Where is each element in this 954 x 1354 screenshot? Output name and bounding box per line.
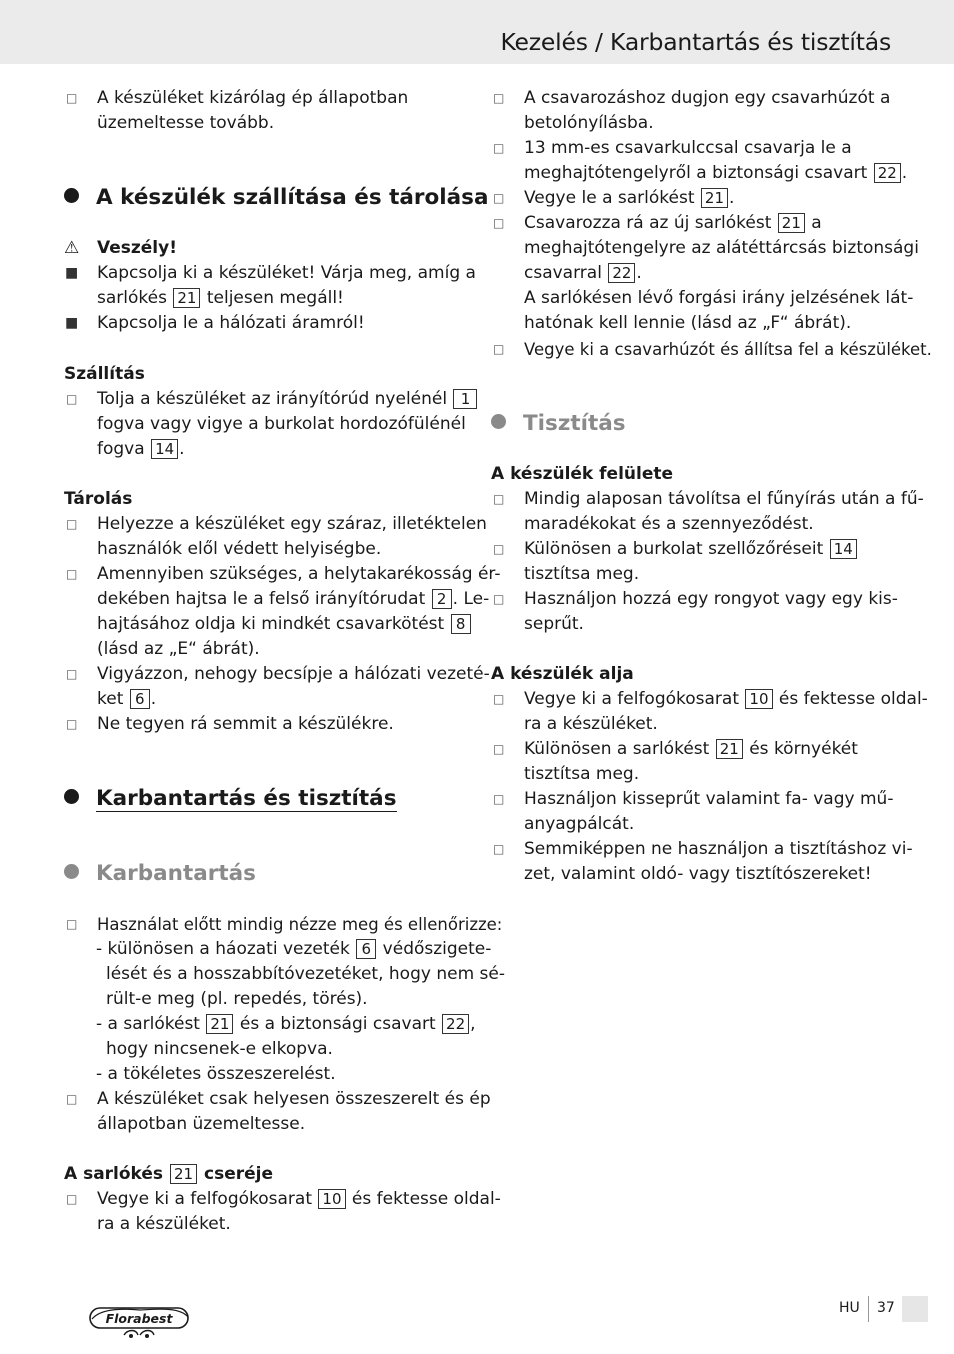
page-header	[0, 0, 954, 64]
ref-number: 10	[745, 689, 772, 709]
square-bullet-icon: □	[493, 792, 505, 806]
replacement-text: ra a készüléket.	[97, 1214, 231, 1234]
square-bullet-icon: □	[493, 91, 505, 105]
square-bullet-icon: □	[66, 917, 78, 931]
maintenance-text: lését és a hosszabbítóvezetéket, hogy nem sé-	[106, 964, 505, 984]
ref-number: 21	[206, 1014, 233, 1034]
square-bullet-icon: □	[493, 191, 505, 205]
storage-text: használók elől védett helyiségbe.	[97, 539, 382, 559]
danger-text: sarlókés 21 teljesen megáll!	[97, 288, 344, 308]
ref-number: 14	[151, 439, 178, 459]
florabest-logo-icon	[88, 1305, 192, 1343]
ref-number: 21	[778, 213, 805, 233]
cleaning-text: Különösen a burkolat szellőzőréseit 14	[524, 537, 858, 562]
cleaning-text: ra a készüléket.	[524, 714, 658, 734]
page-number: 37	[877, 1300, 895, 1316]
transport-text: Tolja a készüléket az irányítórúd nyelénél 1	[97, 387, 478, 412]
heading-bullet-icon	[491, 414, 506, 429]
svg-text:Florabest: Florabest	[105, 1311, 173, 1326]
storage-text: dekében hajtsa le a felső irányítórudat 2 . Le-	[97, 589, 490, 609]
ref-number: 10	[318, 1189, 345, 1209]
maintenance-text: rült-e meg (pl. repedés, törés).	[106, 989, 368, 1009]
intro-line: üzemeltesse tovább.	[97, 113, 275, 133]
cleaning-text: anyagpálcát.	[524, 814, 635, 834]
section-heading-maintenance-cleaning: Karbantartás és tisztítás	[64, 784, 397, 814]
replacement-text: meghajtótengelyről a biztonsági csavart 22 .	[524, 163, 908, 183]
ref-number: 1	[453, 389, 477, 409]
cleaning-text: seprűt.	[524, 614, 584, 634]
ref-number: 22	[442, 1014, 469, 1034]
replacement-text: Csavarozza rá az új sarlókést 21 a	[524, 213, 822, 233]
storage-text: (lásd az „E“ ábrát).	[97, 639, 260, 659]
replacement-text: A csavarozáshoz dugjon egy csavarhúzót a	[524, 88, 891, 108]
storage-text: Ne tegyen rá semmit a készülékre.	[97, 714, 394, 734]
square-bullet-icon: □	[493, 141, 505, 155]
square-bullet-icon: □	[493, 592, 505, 606]
ref-number: 21	[701, 188, 728, 208]
cleaning-text: tisztítsa meg.	[524, 564, 640, 584]
square-bullet-icon: □	[66, 1192, 78, 1206]
ref-number: 22	[874, 163, 901, 183]
replacement-text: hatónak kell lennie (lásd az „F“ ábrát).	[524, 313, 852, 333]
subheading-surface: A készülék felülete	[491, 464, 674, 484]
square-bullet-icon: □	[493, 492, 505, 506]
replacement-text: csavarral 22 .	[524, 263, 642, 283]
cleaning-text: zet, valamint oldó- vagy tisztítószereket!	[524, 864, 872, 884]
brand-logo	[88, 1305, 192, 1348]
square-bullet-icon: □	[66, 392, 78, 406]
danger-text: Kapcsolja le a hálózati áramról!	[97, 313, 365, 333]
square-bullet-icon: □	[66, 1092, 78, 1106]
maintenance-text: hogy nincsenek-e elkopva.	[106, 1039, 333, 1059]
square-bullet-icon: □	[66, 517, 78, 531]
danger-text: Kapcsolja ki a készüléket! Várja meg, amíg a	[97, 263, 476, 283]
ref-number: 21	[173, 288, 200, 308]
cleaning-text: Mindig alaposan távolítsa el fűnyírás után a fű-	[524, 489, 924, 509]
square-bullet-icon: □	[66, 667, 78, 681]
warning-triangle-icon: ⚠	[64, 238, 80, 258]
cleaning-text: maradékokat és a szennyeződést.	[524, 514, 814, 534]
transport-text: fogva vagy vigye a burkolat hordozófülénél	[97, 414, 466, 434]
cleaning-text: Használjon kisseprűt valamint fa- vagy mű-	[524, 789, 894, 809]
section-heading-maintenance: Karbantartás	[64, 859, 256, 889]
section-heading-transport: A készülék szállítása és tárolása	[64, 183, 489, 213]
storage-text: Helyezze a készüléket egy száraz, illetéktelen	[97, 514, 487, 534]
square-bullet-icon: □	[66, 717, 78, 731]
square-bullet-icon: □	[493, 692, 505, 706]
subheading-storage: Tárolás	[64, 489, 133, 509]
square-bullet-icon: □	[66, 91, 78, 105]
replacement-text: 13 mm-es csavarkulccsal csavarja le a	[524, 138, 852, 158]
maintenance-text: - a tökéletes összeszerelést.	[96, 1064, 336, 1084]
maintenance-text: Használat előtt mindig nézze meg és ellenőrizze:	[97, 915, 503, 934]
square-bullet-icon: □	[493, 742, 505, 756]
storage-text: hajtásához oldja ki mindkét csavarkötést 8	[97, 612, 472, 637]
subheading-underside: A készülék alja	[491, 664, 634, 684]
replacement-text: Vegye ki a felfogókosarat 10 és fektesse oldal-	[97, 1189, 501, 1209]
replacement-text: Vegye ki a csavarhúzót és állítsa fel a készüléket.	[524, 340, 932, 359]
cleaning-text: Használjon hozzá egy rongyot vagy egy kis-	[524, 589, 898, 609]
danger-label: Veszély!	[97, 238, 177, 258]
replacement-text: betolónyílásba.	[524, 113, 654, 133]
ref-number: 8	[451, 614, 471, 634]
cleaning-text: Vegye ki a felfogókosarat 10 és fektesse oldal-	[524, 689, 928, 709]
cleaning-text: tisztítsa meg.	[524, 764, 640, 784]
replacement-text: meghajtótengelyre az alátéttárcsás biztonsági	[524, 238, 919, 258]
square-bullet-icon: □	[493, 842, 505, 856]
page-title: Kezelés / Karbantartás és tisztítás	[500, 28, 891, 56]
square-bullet-icon: □	[493, 542, 505, 556]
replacement-text: A sarlókésen lévő forgási irány jelzésének lát-	[524, 288, 914, 308]
maintenance-text: - a sarlókést 21 és a biztonsági csavart 22 ,	[96, 1014, 476, 1034]
storage-text: ket 6 .	[97, 689, 157, 709]
maintenance-text: állapotban üzemeltesse.	[97, 1114, 306, 1134]
subheading-blade-replacement: A sarlókés 21 cseréje	[64, 1164, 273, 1184]
footer-tab	[902, 1296, 928, 1322]
transport-text: fogva 14 .	[97, 439, 185, 459]
square-bullet-icon: □	[493, 342, 505, 356]
maintenance-text: A készüléket csak helyesen összeszerelt és ép	[97, 1089, 491, 1109]
cleaning-text: Különösen a sarlókést 21 és környékét	[524, 739, 858, 759]
heading-bullet-icon	[64, 789, 79, 804]
heading-bullet-icon	[64, 864, 79, 879]
subheading-transport: Szállítás	[64, 364, 145, 384]
ref-number: 6	[130, 689, 150, 709]
ref-number: 14	[830, 539, 857, 559]
storage-text: Amennyiben szükséges, a helytakarékosság ér-	[97, 564, 501, 584]
footer-divider	[868, 1296, 869, 1322]
square-bullet-icon: □	[493, 216, 505, 230]
section-heading-cleaning: Tisztítás	[491, 409, 626, 439]
ref-number: 21	[170, 1164, 197, 1184]
storage-text: Vigyázzon, nehogy becsípje a hálózati vezeté-	[97, 664, 490, 684]
ref-number: 21	[716, 739, 743, 759]
intro-line: A készüléket kizárólag ép állapotban	[97, 88, 409, 108]
ref-number: 6	[356, 939, 376, 959]
heading-bullet-icon	[64, 188, 79, 203]
filled-square-bullet-icon: ■	[65, 265, 79, 281]
maintenance-text: - különösen a háozati vezeték 6 védőszigete-	[96, 939, 492, 959]
cleaning-text: Semmiképpen ne használjon a tisztításhoz vi-	[524, 839, 913, 859]
square-bullet-icon: □	[66, 567, 78, 581]
language-code: HU	[839, 1300, 860, 1316]
replacement-text: Vegye le a sarlókést 21 .	[524, 188, 735, 208]
ref-number: 2	[432, 589, 452, 609]
filled-square-bullet-icon: ■	[65, 315, 79, 331]
ref-number: 22	[608, 263, 635, 283]
